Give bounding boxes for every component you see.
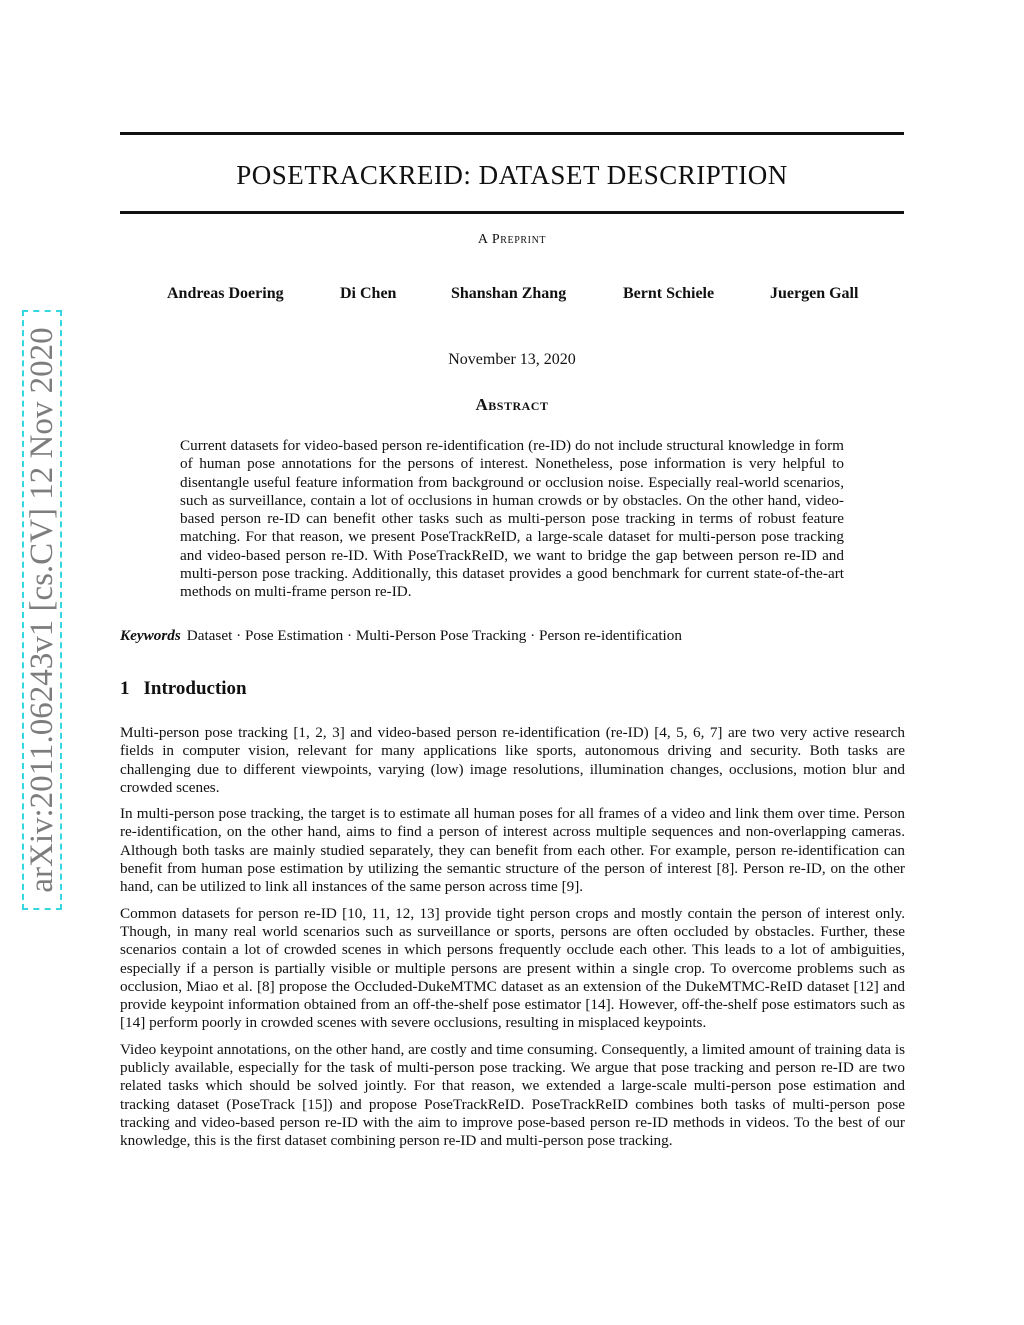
title-part: D <box>606 160 627 190</box>
title-part: R <box>398 160 417 190</box>
section-number: 1 <box>120 678 130 699</box>
keywords-line <box>120 627 904 645</box>
author-name: Bernt Schiele <box>623 285 715 302</box>
title-part: OSE <box>251 160 305 190</box>
title-top-rule <box>120 132 904 135</box>
abstract-heading: Abstract <box>475 395 549 414</box>
author-name: Juergen Gall <box>770 285 859 302</box>
title-part: ID: <box>433 160 479 190</box>
body-paragraph: Common datasets for person re-ID [10, 11, 12, 13] provide tight person crops and mostly contain the person of interest only. Though, in many real world scenarios such as surveillance or sports, persons are often occluded by obstacles. Further, these scenarios contain a lot of crowded scenes in which persons frequently occlude each other. This leads to a lot of ambiguities, especially if a person is partially visible or multiple persons are present within a single crop. To overcome problems such as occlusion, Miao et al. [8] propose the Occluded-DukeMTMC dataset as an extension of the DukeMTMC-ReID dataset [12] and provide keypoint information obtained from an off-the-shelf pose estimator [14]. However, off-the-shelf pose estimators such as [14] perform poorly in crowded scenes with severe occlusions, resulting in misplaced keypoints. <box>120 904 905 1032</box>
body-paragraph: Video keypoint annotations, on the other hand, are costly and time consuming. Consequently, a limited amount of training data is publicly available, especially for the task of multi-person pose tracking. We argue that pose tracking and person re-ID are two related tasks which should be solved jointly. For that reason, we extended a large-scale multi-person pose estimation and tracking dataset (PoseTrack [15]) and propose PoseTrackReID. PoseTrackReID combines both tasks of multi-person pose tracking and video-based person re-ID with the aim to improve pose-based person re-ID methods in videos. To the best of our knowledge, this is the first dataset combining person re-ID and multi-person pose tracking. <box>120 1040 905 1150</box>
title-part: D <box>478 160 499 190</box>
section-heading <box>120 678 247 700</box>
author-name: Di Chen <box>340 285 397 302</box>
arxiv-identifier-text: arXiv:2011.06243v1 [cs.CV] 12 Nov 2020 <box>22 310 62 910</box>
keywords-label: Keywords <box>120 627 181 644</box>
title-part: E <box>416 160 434 190</box>
title-part: ATASET <box>498 160 607 190</box>
author-name: Shanshan Zhang <box>451 285 567 302</box>
title-bottom-rule <box>120 211 904 214</box>
introduction-body <box>120 724 905 1159</box>
abstract-text: Current datasets for video-based person re-identification (re-ID) do not include structural knowledge in form of human pose annotations for the persons of interest. Nonetheless, pose information is very helpful to disentangle useful feature information from background or occlusion noise. Especially real-world scenarios, such as surveillance, contain a lot of occlusions in human crowds or by obstacles. On the other hand, video-based person re-ID can benefit other tasks such as multi-person pose tracking in terms of robust feature matching. For that reason, we present PoseTrackReID, a large-scale dataset for multi-person pose tracking and video-based person re-ID. With PoseTrackReID, we want to bridge the gap between person re-ID and multi-person pose tracking. Additionally, this dataset provides a good benchmark for current state-of-the-art methods on multi-frame person re-ID. <box>180 437 844 601</box>
publication-date: November 13, 2020 <box>448 351 576 368</box>
title-part: RACK <box>321 160 399 190</box>
author-name: Andreas Doering <box>167 285 284 302</box>
title-part: T <box>304 160 322 190</box>
arxiv-identifier <box>22 310 62 910</box>
preprint-label: A Preprint <box>477 232 547 247</box>
section-title: Introduction <box>143 678 247 699</box>
title-part: ESCRIPTION <box>626 160 788 190</box>
title-part: P <box>236 160 252 190</box>
paper-title <box>120 160 904 191</box>
body-paragraph: Multi-person pose tracking [1, 2, 3] and video-based person re-identification (re-ID) [4, 5, 6, 7] are two very active research fields in computer vision, relevant for many applications like sports, autonomous driving and security. Both tasks are challenging due to different viewpoints, varying (low) image resolutions, illumination changes, occlusions, motion blur and crowded scenes. <box>120 724 905 796</box>
keywords-list: Dataset · Pose Estimation · Multi-Person Pose Tracking · Person re-identification <box>186 627 682 644</box>
body-paragraph: In multi-person pose tracking, the target is to estimate all human poses for all frames of a video and link them over time. Person re-identification, on the other hand, aims to find a person of interest across multiple sequences and non-overlapping cameras. Although both tasks are mainly studied separately, they can benefit from each other. For example, person re-identification can benefit from human pose estimation by utilizing the semantic structure of the person of interest [8]. Person re-ID, on the other hand, can be utilized to link all instances of the same person across time [9]. <box>120 805 905 896</box>
author-list <box>120 285 904 307</box>
